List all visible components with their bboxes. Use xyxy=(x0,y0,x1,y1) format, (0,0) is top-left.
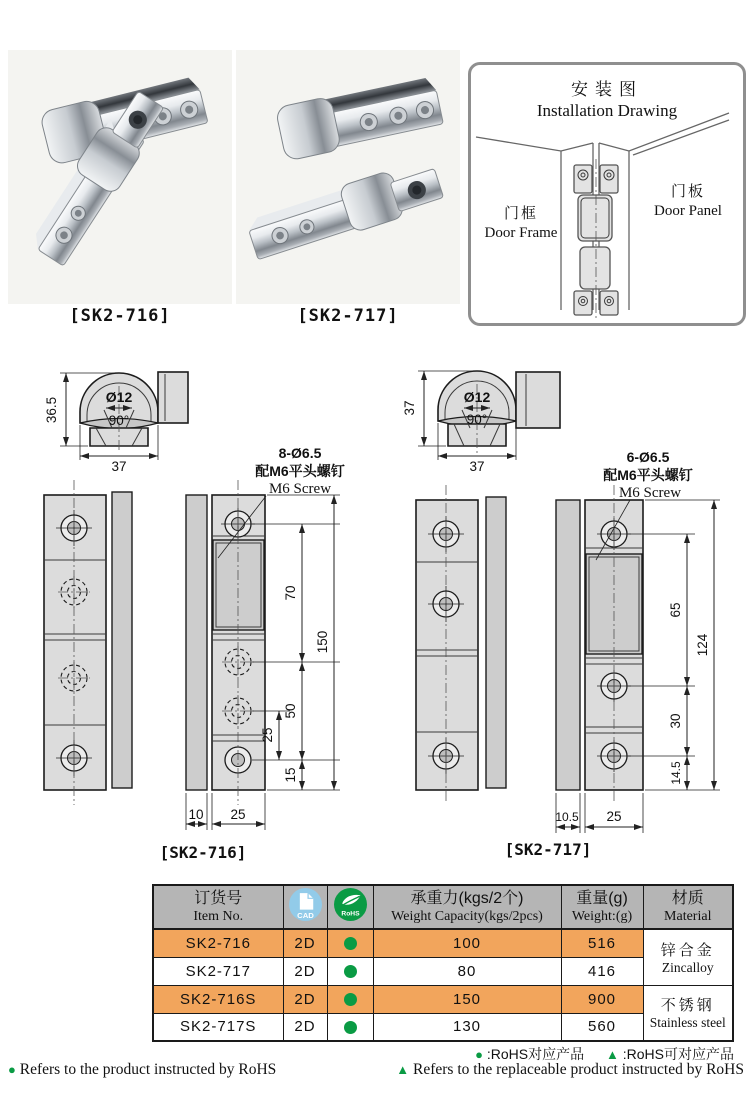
dim-top-width-717: 37 xyxy=(469,459,485,474)
dim-25: 25 xyxy=(260,727,275,743)
table-row xyxy=(153,985,733,1013)
col-cad xyxy=(283,885,327,929)
note-716-line2: 配M6平头螺钉 xyxy=(255,463,345,479)
hinge-717-image xyxy=(236,50,460,304)
header-row xyxy=(153,885,733,929)
door-panel-zh: 门板 xyxy=(670,183,705,200)
dim-b10: 10 xyxy=(188,807,204,822)
capacity-cell: 80 xyxy=(373,957,561,985)
material-zh: 不锈钢 xyxy=(660,997,715,1015)
material-header-en: Material xyxy=(664,908,712,924)
rohs-icon xyxy=(334,888,367,921)
rohs-cell xyxy=(327,985,373,1013)
rohs-tri-symbol: ▲ xyxy=(606,1047,619,1062)
col-item xyxy=(153,885,283,929)
dim-70: 70 xyxy=(283,585,298,601)
rohs-legend-en xyxy=(8,1061,744,1079)
note-717-line1: 6-Ø6.5 xyxy=(626,449,670,465)
rohs-legend-tri-zh: :RoHS可对应产品 xyxy=(622,1046,734,1062)
note-717-line3: M6 Screw xyxy=(618,485,682,501)
item-header-zh: 订货号 xyxy=(194,890,243,908)
drawing-label-717: [SK2-717] xyxy=(504,840,592,859)
door-frame-zh: 门框 xyxy=(503,205,538,222)
install-title-en: Installation Drawing xyxy=(536,101,678,120)
dim-37v: 37 xyxy=(402,400,417,416)
col-material xyxy=(643,885,733,929)
door-panel-label xyxy=(635,183,741,221)
dim-124: 124 xyxy=(695,633,710,657)
rohs-legend-dot-zh: :RoHS对应产品 xyxy=(486,1046,585,1062)
item-cell: SK2-717S xyxy=(153,1013,283,1041)
door-panel-en: Door Panel xyxy=(654,202,722,219)
photo-label-716: [SK2-716] xyxy=(69,306,171,326)
material-cell xyxy=(643,929,733,985)
material-en: Stainless steel xyxy=(649,1015,726,1031)
dim-b105: 10.5 xyxy=(555,810,579,824)
note-716-line1: 8-Ø6.5 xyxy=(278,445,322,461)
cad-icon-label: CAD xyxy=(296,910,314,920)
dim-65: 65 xyxy=(668,602,683,618)
drawing-717-side-view xyxy=(416,485,506,802)
material-header-zh: 材质 xyxy=(671,890,704,908)
dim-pin-angle-717: 90° xyxy=(466,412,488,427)
dim-30: 30 xyxy=(668,713,683,729)
dim-145: 14.5 xyxy=(669,761,683,785)
capacity-cell: 150 xyxy=(373,985,561,1013)
rohs-dot xyxy=(344,937,357,950)
rohs-dot-symbol: ● xyxy=(475,1047,483,1062)
capacity-header-zh: 承重力(kgs/2个) xyxy=(410,890,524,908)
technical-drawings xyxy=(0,350,750,895)
material-cell xyxy=(643,985,733,1041)
spec-table xyxy=(152,884,734,1042)
item-cell: SK2-716S xyxy=(153,985,283,1013)
weight-header-en: Weight:(g) xyxy=(571,908,633,924)
weight-header-zh: 重量(g) xyxy=(576,890,628,908)
col-rohs xyxy=(327,885,373,929)
note-716-line3: M6 Screw xyxy=(268,481,332,497)
rohs-dot xyxy=(344,965,357,978)
dim-pin-dia-716: Ø12 xyxy=(105,389,133,405)
dim-pin-angle-716: 90° xyxy=(108,413,130,428)
capacity-header-en: Weight Capacity(kgs/2pcs) xyxy=(391,908,543,924)
cad-cell: 2D xyxy=(283,929,327,957)
material-zh: 锌合金 xyxy=(660,941,715,959)
rohs-legend-dot-en xyxy=(8,1061,276,1079)
rohs-legend-tri-en xyxy=(396,1061,744,1079)
rohs-dot xyxy=(344,1021,357,1034)
legend-dot-en-text: Refers to the product instructed by RoHS xyxy=(19,1061,277,1078)
dim-top-width-716: 37 xyxy=(111,459,127,474)
col-capacity xyxy=(373,885,561,929)
dim-pin-dia-717: Ø12 xyxy=(463,389,491,405)
cad-cell: 2D xyxy=(283,985,327,1013)
weight-cell: 516 xyxy=(561,929,643,957)
drawing-716-side-view xyxy=(44,480,132,805)
dim-15: 15 xyxy=(283,767,298,783)
drawing-717-top-view xyxy=(402,371,560,474)
photo-label-717: [SK2-717] xyxy=(297,306,399,326)
rohs-icon-label: RoHS xyxy=(340,910,360,918)
dim-b25-right: 25 xyxy=(606,809,622,824)
rohs-cell xyxy=(327,957,373,985)
note-717-line2: 配M6平头螺钉 xyxy=(603,467,693,483)
weight-cell: 416 xyxy=(561,957,643,985)
drawing-716-top-view xyxy=(44,372,188,474)
hinge-716-image xyxy=(8,50,232,304)
dim-b25: 25 xyxy=(230,807,246,822)
dim-50: 50 xyxy=(283,703,298,719)
drawing-717-front-view xyxy=(555,449,720,833)
weight-cell: 560 xyxy=(561,1013,643,1041)
install-title-zh: 安装图 xyxy=(571,80,643,99)
cad-cell: 2D xyxy=(283,957,327,985)
drawing-label-716: [SK2-716] xyxy=(159,843,247,862)
rohs-dot-symbol: ● xyxy=(8,1062,16,1077)
installation-box xyxy=(468,62,746,326)
door-frame-en: Door Frame xyxy=(484,224,558,241)
dim-150: 150 xyxy=(315,630,330,654)
item-cell: SK2-716 xyxy=(153,929,283,957)
rohs-dot xyxy=(344,993,357,1006)
legend-tri-en-text: Refers to the replaceable product instructed by RoHS xyxy=(413,1061,744,1078)
drawing-716-front-view xyxy=(186,445,345,830)
rohs-cell xyxy=(327,929,373,957)
capacity-cell: 100 xyxy=(373,929,561,957)
item-cell: SK2-717 xyxy=(153,957,283,985)
weight-cell: 900 xyxy=(561,985,643,1013)
installed-hinge xyxy=(574,159,618,320)
product-photo-717 xyxy=(236,50,460,304)
cad-cell: 2D xyxy=(283,1013,327,1041)
table-row xyxy=(153,929,733,957)
door-frame-label xyxy=(475,205,567,243)
capacity-cell: 130 xyxy=(373,1013,561,1041)
col-weight xyxy=(561,885,643,929)
product-photo-716 xyxy=(8,50,232,304)
rohs-cell xyxy=(327,1013,373,1041)
material-en: Zincalloy xyxy=(661,959,714,975)
cad-icon xyxy=(289,888,322,921)
dim-365: 36.5 xyxy=(44,396,59,424)
rohs-tri-symbol: ▲ xyxy=(396,1062,410,1077)
item-header-en: Item No. xyxy=(193,908,244,924)
